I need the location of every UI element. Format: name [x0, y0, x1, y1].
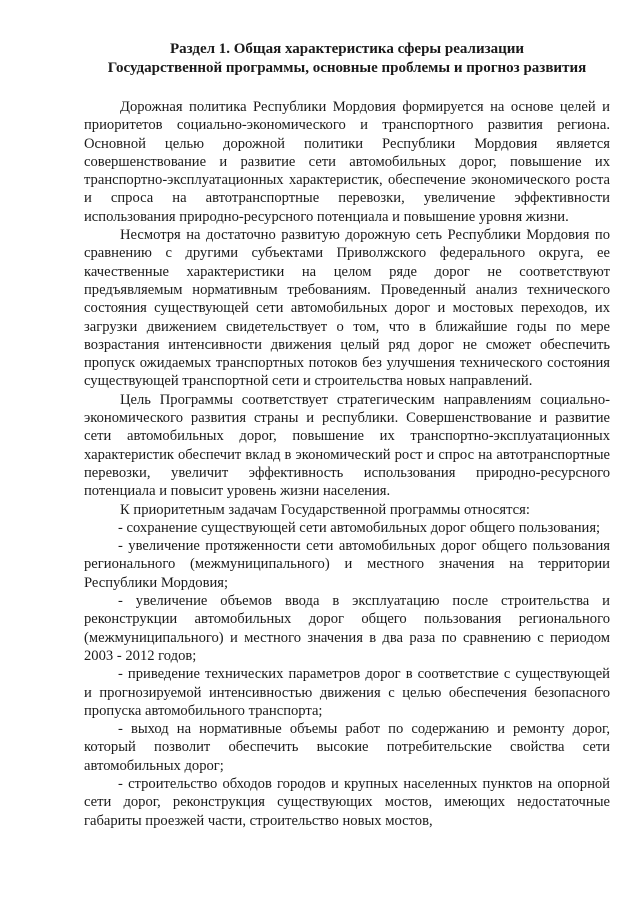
paragraph-road-network-problems: Несмотря на достаточно развитую дорожную сеть Республики Мордовия по сравнению с другими субъектами Приволжского федерального округа, ее качественные характеристики на целом ряде дорог не соответствуют предъявляемым нормативным требованиям. Проведенный анализ технического состояния существующей сети автомобильных дорог и мостовых переходов, их загрузки движением свидетельствует о том, что в ближайшие годы по мере возрастания интенсивности движения целый ряд дорог не сможет обеспечить пропуск ожидаемых транспортных потоков без улучшения технического состояния существующей транспортной сети и строительства новых направлений. [84, 227, 610, 390]
task-item: - строительство обходов городов и крупных населенных пунктов на опорной сети дорог, реконструкция существующих мостов, имеющих недостаточные габариты проезжей части, строительство новых мостов, [84, 775, 610, 829]
task-item: - выход на нормативные объемы работ по содержанию и ремонту дорог, который позволит обеспечить высокие потребительские свойства сети автомобильных дорог; [84, 721, 610, 774]
section-heading-line-1: Раздел 1. Общая характеристика сферы реализации [169, 41, 525, 57]
task-item: - приведение технических параметров дорог в соответствие с существующей и прогнозируемой интенсивностью движения с целью обеспечения безопасного пропуска автомобильного транспорта; [84, 666, 610, 719]
task-item: - сохранение существующей сети автомобильных дорог общего пользования; [118, 519, 601, 536]
section-heading-line-2: Государственной программы, основные проблемы и прогноз развития [107, 60, 587, 76]
task-item: - увеличение объемов ввода в эксплуатацию после строительства и реконструкции автомобильных дорог общего пользования регионального (межмуниципального) и местного значения в два раза по сравнению с периодом 2003 - 2012 годов; [84, 593, 610, 664]
paragraph-priority-tasks-intro: К приоритетным задачам Государственной программы относятся: [120, 501, 530, 518]
paragraph-road-policy: Дорожная политика Республики Мордовия формируется на основе целей и приоритетов социально-экономического и транспортного развития региона. Основной целью дорожной политики Республики Мордовия является совершенствование и развитие сети автомобильных дорог, повышение их транспортно-эксплуатационных характеристик, обеспечение экономического роста и спроса на автотранспортные перевозки, увеличение эффективности использования природно-ресурсного потенциала и повышение уровня жизни. [84, 99, 610, 225]
paragraph-program-goal: Цель Программы соответствует стратегическим направлениям социально-экономического развития страны и республики. Совершенствование и развитие сети автомобильных дорог, повышение их транспортно-эксплуатационных характеристик обеспечит вклад в экономический рост и спрос на автотранспортные перевозки, увеличит эффективность использования природно-ресурсного потенциала и повысит уровень жизни населения. [84, 391, 610, 500]
task-item: - увеличение протяженности сети автомобильных дорог общего пользования регионального (межмуниципального) и местного значения на территории Республики Мордовия; [84, 538, 610, 591]
section-heading [84, 40, 610, 78]
